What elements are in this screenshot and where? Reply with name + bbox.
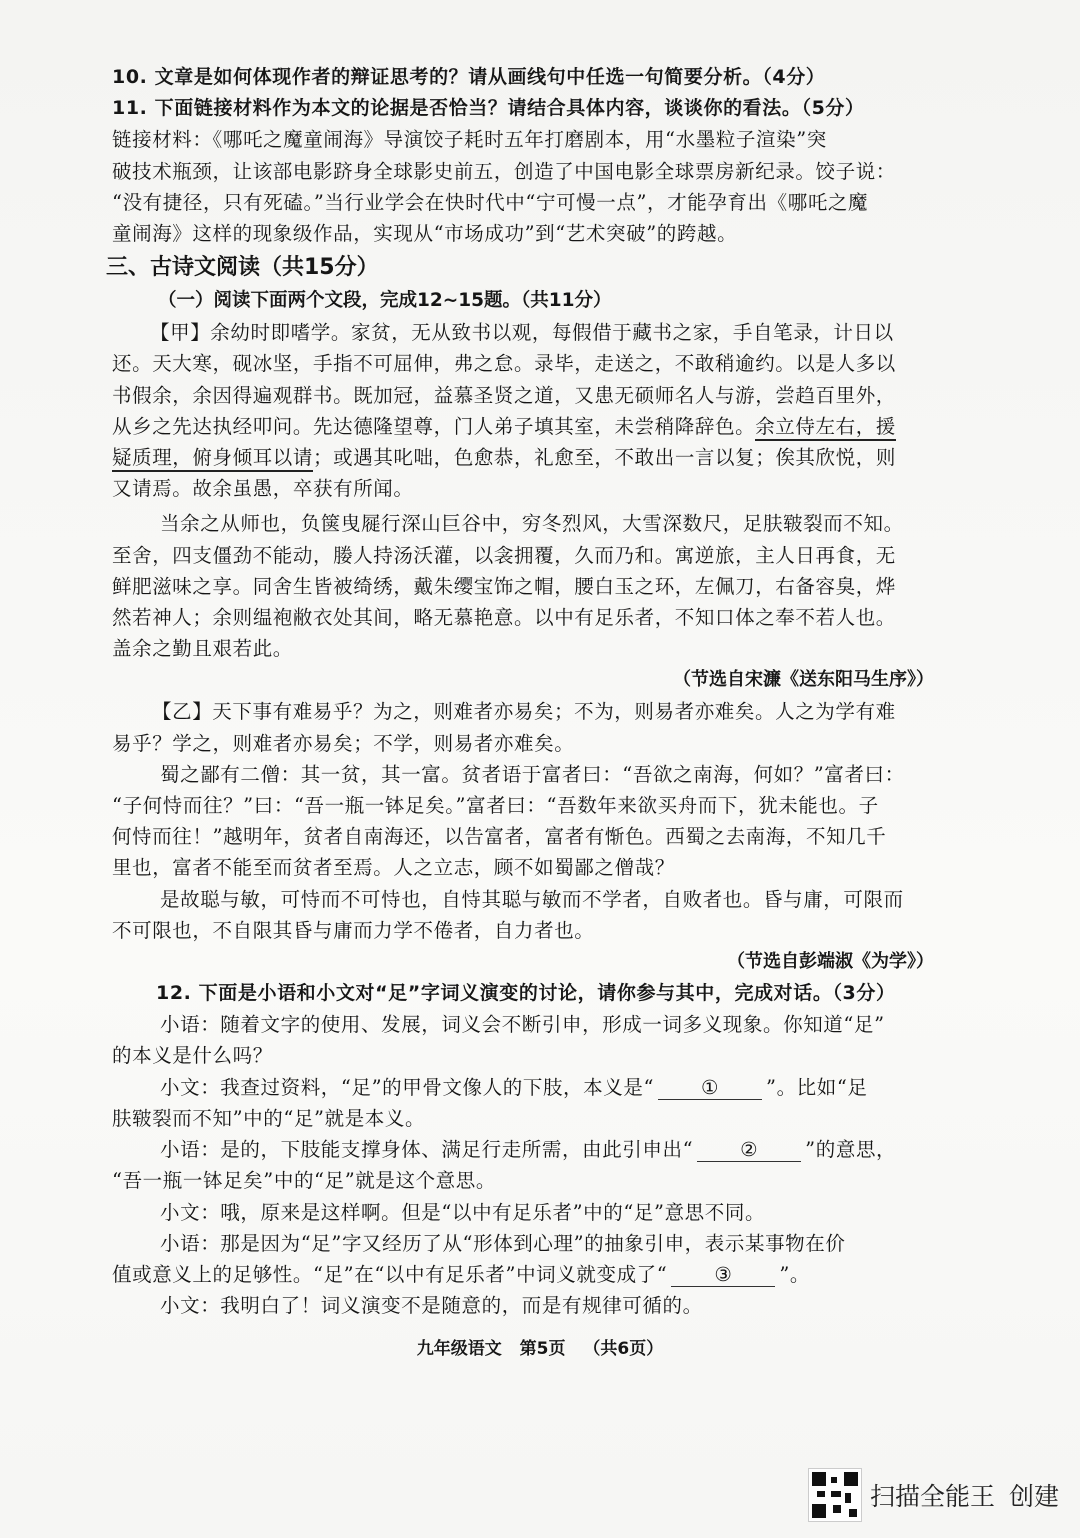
question-10: 10. 文章是如何体现作者的辩证思考的？请从画线句中任选一句简要分析。（4分） [112, 66, 826, 88]
dialogue-line: 的本义是什么吗？ [112, 1044, 273, 1068]
link-material-line: 链接材料：《哪吒之魔童闹海》导演饺子耗时五年打磨剧本，用“水墨粒子渲染”突 [112, 128, 827, 152]
passage-line: 鲜肥滋味之享。同舍生皆被绮绣，戴朱缨宝饰之帽，腰白玉之环，左佩刀，右备容臭，烨 [112, 574, 896, 598]
footer-page-number: 第5页 [519, 1339, 566, 1359]
passage-line: 又请焉。故余虽愚，卒获有所闻。 [112, 477, 414, 501]
passage-line: 蜀之鄙有二僧：其一贫，其一富。贫者语于富者曰：“吾欲之南海，何如？”富者曰： [160, 762, 905, 786]
dialogue-line: “吾一瓶一钵足矣”中的“足”就是这个意思。 [112, 1169, 496, 1193]
dialogue-line: 小语：随着文字的使用、发展，词义会不断引申，形成一词多义现象。你知道“足” [160, 1013, 885, 1037]
page-content [106, 62, 942, 1321]
question-12-title: 12. 下面是小语和小文对“足”字词义演变的讨论，请你参与其中，完成对话。（3分） [156, 982, 896, 1005]
watermark-action: 创建 [1009, 1482, 1060, 1511]
passage-line: 里也，富者不能至而贫者至焉。人之立志，顾不如蜀鄙之僧哉？ [112, 856, 675, 880]
answer-blank-2[interactable]: ② [697, 1139, 801, 1162]
passage-line: 【乙】天下事有难易乎？为之，则难者亦易矣；不为，则易者亦难矣。人之为学有难 [152, 700, 896, 724]
dialogue-line [112, 1072, 942, 1103]
dialogue-text: ”。 [779, 1262, 811, 1286]
passage-line [112, 442, 942, 473]
passage-text: 从乡之先达执经叩问。先达德隆望尊，门人弟子填其室，未尝稍降辞色。 [112, 414, 756, 438]
passage-jia [112, 317, 942, 696]
passage-line: 书假余，余因得遍观群书。既加冠，益慕圣贤之道，又患无硕师名人与游，尝趋百里外， [112, 383, 896, 407]
subsection-title: （一）阅读下面两个文段，完成12~15题。（共11分） [158, 290, 612, 312]
dialogue-text: ”。比如“足 [766, 1075, 868, 1099]
passage-line: 当余之从师也，负箧曳屣行深山巨谷中，穷冬烈风，大雪深数尺，足肤皲裂而不知。 [160, 512, 904, 536]
underlined-sentence: 余立侍左右，援 [755, 415, 896, 441]
passage-line: 然若神人；余则缊袍敝衣处其间，略无慕艳意。以中有足乐者，不知口体之奉不若人也。 [112, 606, 896, 630]
dialogue-line: 小语：那是因为“足”字又经历了从“形体到心理”的抽象引申，表示某事物在价 [160, 1231, 846, 1255]
dialogue-line: 小文：我明白了！词义演变不是随意的，而是有规律可循的。 [160, 1294, 703, 1318]
dialogue-text: 小语：是的，下肢能支撑身体、满足行走所需，由此引申出“ [160, 1138, 694, 1162]
section-title: 三、古诗文阅读（共15分） [106, 255, 379, 281]
scanner-watermark [808, 1468, 1073, 1522]
passage-line: 至舍，四支僵劲不能动，媵人持汤沃灌，以衾拥覆，久而乃和。寓逆旅，主人日再食，无 [112, 543, 896, 567]
question-12 [112, 978, 942, 1321]
passage-text: ；或遇其叱咄，色愈恭，礼愈至，不敢出一言以复；俟其欣悦，则 [313, 446, 896, 470]
footer-total-pages: （共6页） [583, 1339, 664, 1359]
dialogue-line: 小文：哦，原来是这样啊。但是“以中有足乐者”中的“足”意思不同。 [160, 1200, 766, 1224]
passage-line: 还。天大寒，砚冰坚，手指不可屈伸，弗之怠。录毕，走送之，不敢稍逾约。以是人多以 [112, 352, 896, 376]
page-footer [0, 1334, 1080, 1359]
passage-source: （节选自宋濂《送东阳马生序》） [673, 669, 934, 691]
passage-line: 不可限也，不自限其昏与庸而力学不倦者，自力者也。 [112, 918, 595, 942]
answer-blank-1[interactable]: ① [658, 1077, 762, 1100]
passage-line: 【甲】余幼时即嗜学。家贫，无从致书以观，每假借于藏书之家，手自笔录，计日以 [150, 321, 894, 345]
link-material-line: 童闹海》这样的现象级作品，实现从“市场成功”到“艺术突破”的跨越。 [112, 222, 738, 246]
underlined-sentence: 疑质理，俯身倾耳以请 [112, 446, 313, 472]
dialogue-text: ”的意思， [805, 1138, 897, 1162]
link-material [112, 124, 942, 249]
passage-line: 是故聪与敏，可恃而不可恃也，自恃其聪与敏而不学者，自败者也。昏与庸，可限而 [160, 887, 904, 911]
passage-source: （节选自彭端淑《为学》） [727, 951, 934, 973]
qr-code-icon [808, 1468, 862, 1522]
dialogue-text: 值或意义上的足够性。“足”在“以中有足乐者”中词义就变成了“ [112, 1262, 668, 1286]
passage-yi [112, 696, 942, 978]
passage-line: 易乎？学之，则难者亦易矣；不学，则易者亦难矣。 [112, 731, 575, 755]
watermark-text [870, 1477, 1073, 1513]
link-material-line: 破技术瓶颈，让该部电影跻身全球影史前五，创造了中国电影全球票房新纪录。饺子说： [112, 159, 896, 183]
passage-line [112, 411, 942, 442]
question-11: 11. 下面链接材料作为本文的论据是否恰当？请结合具体内容，谈谈你的看法。（5分） [112, 97, 865, 120]
answer-blank-3[interactable]: ③ [671, 1264, 775, 1287]
dialogue-text: 小文：我查过资料，“足”的甲骨文像人的下肢，本义是“ [160, 1075, 655, 1099]
watermark-app-name: 扫描全能王 [870, 1482, 996, 1511]
dialogue-line [112, 1259, 942, 1290]
link-material-line: “没有捷径，只有死磕。”当行业学会在快时代中“宁可慢一点”，才能孕育出《哪吒之魔 [112, 190, 869, 214]
passage-line: 盖余之勤且艰若此。 [112, 637, 293, 661]
dialogue-line: 肤皲裂而不知”中的“足”就是本义。 [112, 1106, 426, 1130]
passage-line: “子何恃而往？”曰：“吾一瓶一钵足矣。”富者曰：“吾数年来欲买舟而下，犹未能也。子 [112, 794, 879, 818]
footer-subject: 九年级语文 [416, 1339, 502, 1359]
passage-line: 何恃而往！”越明年，贫者自南海还，以告富者，富者有惭色。西蜀之去南海，不知几千 [112, 825, 887, 849]
dialogue-line [112, 1134, 942, 1165]
